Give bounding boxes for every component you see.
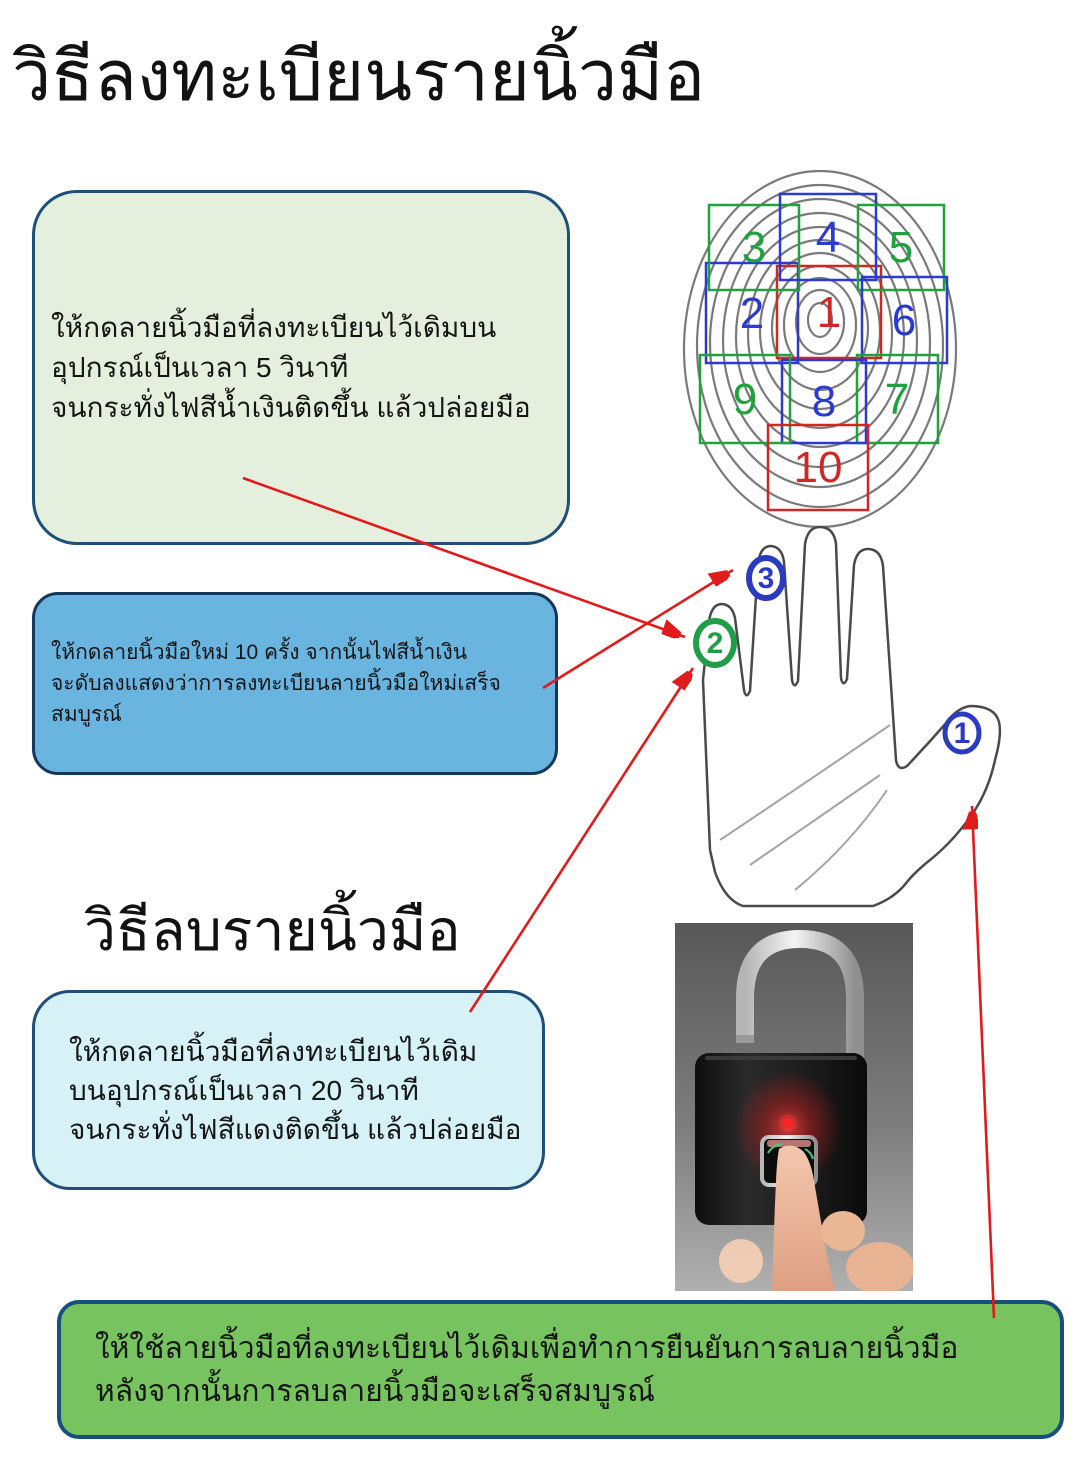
zone-label-4: 4 [815, 213, 841, 262]
zone-label-5: 5 [888, 223, 914, 272]
folded-finger [821, 1211, 865, 1251]
shackle-tip [736, 1035, 754, 1043]
zone-label-8: 8 [811, 377, 837, 426]
delete-section-title: วิธีลบรายนิ้วมือ [84, 899, 461, 963]
zone-label-2: 2 [739, 289, 765, 338]
zone-label-3: 3 [741, 223, 767, 272]
zone-label-9: 9 [732, 375, 758, 424]
register-step1-line: ให้กดลายนิ้วมือที่ลงทะเบียนไว้เดิมบน [51, 311, 497, 343]
register-step1-line: จนกระทั่งไฟสีน้ำเงินติดขึ้น แล้วปล่อยมือ [51, 391, 531, 423]
register-step2-bubble [32, 592, 558, 775]
zone-label-7: 7 [884, 375, 910, 424]
delete-step1-line: บนอุปกรณ์เป็นเวลา 20 วินาที [69, 1074, 419, 1106]
zone-label-6: 6 [891, 296, 917, 345]
hand-outline-icon [665, 520, 1025, 915]
fingerprint-zones-figure [660, 170, 1080, 530]
thumb-marker-label: 1 [953, 717, 971, 750]
delete-step1-bubble [32, 990, 545, 1190]
register-step2-line: ให้กดลายนิ้วมือใหม่ 10 ครั้ง จากนั้นไฟสีน้ำเงิน [51, 641, 468, 664]
ring-finger-marker-label: 3 [757, 562, 775, 595]
body-top-highlight [705, 1056, 857, 1060]
zone-label-10: 10 [793, 443, 843, 492]
register-step1-bubble [32, 190, 570, 545]
red-led [784, 1119, 793, 1128]
delete-confirm-line: ให้ใช้ลายนิ้วมือที่ลงทะเบียนไว้เดิมเพื่อทำการยืนยันการลบลายนิ้วมือ [95, 1331, 959, 1365]
register-section-title: วิธีลงทะเบียนรายนิ้วมือ [12, 37, 706, 115]
delete-confirm-line: หลังจากนั้นการลบลายนิ้วมือจะเสร็จสมบูรณ์ [95, 1374, 655, 1408]
fingerprint-padlock-photo [675, 923, 913, 1291]
fingerprint-zones-icon [660, 170, 1080, 530]
hand-figure [665, 520, 1025, 915]
register-step1-line: อุปกรณ์เป็นเวลา 5 วินาที [51, 351, 349, 383]
zone-label-1: 1 [816, 288, 842, 337]
pinky-marker-label: 2 [706, 627, 724, 660]
delete-step1-line: ให้กดลายนิ้วมือที่ลงทะเบียนไว้เดิม [69, 1035, 478, 1067]
delete-confirm-bubble [57, 1300, 1064, 1439]
register-step2-line: จะดับลงแสดงว่าการลงทะเบียนลายนิ้วมือใหม่เสร็จสมบูรณ์ [51, 672, 501, 726]
padlock-icon [675, 923, 913, 1291]
thumb-tip [719, 1239, 763, 1283]
delete-step1-line: จนกระทั่งไฟสีแดงติดขึ้น แล้วปล่อยมือ [69, 1113, 522, 1145]
